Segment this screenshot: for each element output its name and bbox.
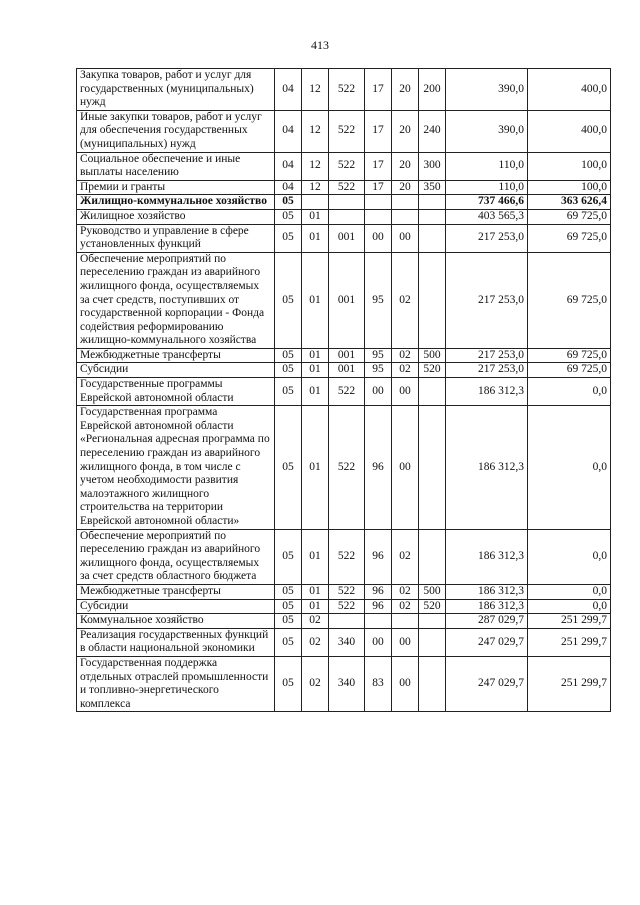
table-row [77,628,611,656]
section-code: 05 [275,348,302,363]
subsection-code: 12 [302,69,329,111]
target-code-item: 00 [392,378,419,406]
target-code-item: 20 [392,110,419,152]
expense-type-code: 300 [419,152,446,180]
row-name: Руководство и управление в сфере установленных функций [77,224,275,252]
subsection-code: 01 [302,584,329,599]
subsection-code: 12 [302,110,329,152]
amount-year-1: 390,0 [446,110,528,152]
table-row [77,180,611,195]
subsection-code: 12 [302,152,329,180]
row-name: Государственные программы Еврейской автономной области [77,378,275,406]
target-code-program [329,209,365,224]
subsection-code: 01 [302,378,329,406]
target-code-item: 00 [392,656,419,711]
target-code-subprogram: 96 [365,584,392,599]
target-code-program: 522 [329,110,365,152]
expense-type-code: 520 [419,363,446,378]
row-name: Реализация государственных функций в области национальной экономики [77,628,275,656]
row-name: Жилищно-коммунальное хозяйство [77,195,275,210]
section-code: 05 [275,378,302,406]
amount-year-1: 403 565,3 [446,209,528,224]
table-row [77,209,611,224]
amount-year-2: 100,0 [528,180,611,195]
table-row [77,363,611,378]
subsection-code: 01 [302,252,329,348]
target-code-item: 02 [392,348,419,363]
expense-type-code: 350 [419,180,446,195]
table-row [77,195,611,210]
subsection-code: 01 [302,209,329,224]
section-code: 05 [275,529,302,584]
target-code-subprogram [365,614,392,629]
target-code-item: 00 [392,628,419,656]
row-name: Обеспечение мероприятий по переселению граждан из аварийного жилищного фонда, осуществляемых за счет средств, поступивших от государственной корпорации - Фонда содействия реформированию жилищно-коммунального хозяйства [77,252,275,348]
section-code: 05 [275,363,302,378]
target-code-program: 001 [329,348,365,363]
expense-type-code [419,252,446,348]
table-row [77,584,611,599]
table-row [77,110,611,152]
expense-type-code: 200 [419,69,446,111]
expense-type-code [419,614,446,629]
amount-year-1: 247 029,7 [446,656,528,711]
target-code-program [329,195,365,210]
target-code-program: 522 [329,406,365,529]
target-code-subprogram: 17 [365,69,392,111]
expense-type-code [419,628,446,656]
target-code-program: 522 [329,69,365,111]
subsection-code: 01 [302,599,329,614]
section-code: 04 [275,110,302,152]
table-row [77,529,611,584]
target-code-subprogram: 00 [365,628,392,656]
table-row [77,252,611,348]
target-code-item [392,195,419,210]
amount-year-1: 186 312,3 [446,584,528,599]
target-code-item: 20 [392,152,419,180]
section-code: 04 [275,180,302,195]
section-code: 05 [275,584,302,599]
target-code-item: 02 [392,363,419,378]
table-row [77,348,611,363]
target-code-item: 20 [392,180,419,195]
target-code-subprogram: 00 [365,224,392,252]
subsection-code [302,195,329,210]
section-code: 05 [275,209,302,224]
budget-table-body [77,69,611,712]
amount-year-2: 0,0 [528,599,611,614]
target-code-subprogram: 00 [365,378,392,406]
target-code-item [392,614,419,629]
subsection-code: 02 [302,628,329,656]
amount-year-1: 217 253,0 [446,224,528,252]
row-name: Государственная программа Еврейской автономной области «Региональная адресная программа по переселению граждан из аварийного жилищного фонда, в том числе с учетом необходимости развития малоэтажного жилищного строительства на территории Еврейской автономной области» [77,406,275,529]
expense-type-code: 500 [419,348,446,363]
expense-type-code [419,195,446,210]
target-code-subprogram [365,195,392,210]
target-code-subprogram: 95 [365,252,392,348]
amount-year-1: 186 312,3 [446,406,528,529]
target-code-subprogram: 17 [365,110,392,152]
expense-type-code [419,406,446,529]
target-code-item: 02 [392,252,419,348]
section-code: 04 [275,152,302,180]
target-code-program: 522 [329,180,365,195]
amount-year-2: 100,0 [528,152,611,180]
section-code: 05 [275,614,302,629]
amount-year-1: 390,0 [446,69,528,111]
amount-year-1: 186 312,3 [446,378,528,406]
row-name: Жилищное хозяйство [77,209,275,224]
amount-year-1: 110,0 [446,152,528,180]
row-name: Субсидии [77,599,275,614]
amount-year-2: 363 626,4 [528,195,611,210]
amount-year-1: 186 312,3 [446,599,528,614]
amount-year-1: 110,0 [446,180,528,195]
amount-year-2: 0,0 [528,529,611,584]
table-row [77,69,611,111]
section-code: 05 [275,599,302,614]
target-code-program: 522 [329,529,365,584]
subsection-code: 01 [302,348,329,363]
row-name: Премии и гранты [77,180,275,195]
expense-type-code: 500 [419,584,446,599]
row-name: Государственная поддержка отдельных отраслей промышленности и топливно-энергетического комплекса [77,656,275,711]
target-code-program: 001 [329,252,365,348]
expense-type-code [419,224,446,252]
target-code-program: 522 [329,152,365,180]
section-code: 05 [275,628,302,656]
expense-type-code [419,529,446,584]
subsection-code: 12 [302,180,329,195]
target-code-program: 001 [329,224,365,252]
target-code-item: 02 [392,599,419,614]
expense-type-code: 240 [419,110,446,152]
table-row [77,152,611,180]
row-name: Иные закупки товаров, работ и услуг для обеспечения государственных (муниципальных) нужд [77,110,275,152]
table-row [77,224,611,252]
table-row [77,406,611,529]
amount-year-2: 0,0 [528,378,611,406]
subsection-code: 01 [302,224,329,252]
amount-year-1: 217 253,0 [446,252,528,348]
amount-year-2: 69 725,0 [528,363,611,378]
target-code-subprogram: 96 [365,529,392,584]
amount-year-1: 287 029,7 [446,614,528,629]
row-name: Межбюджетные трансферты [77,348,275,363]
expense-type-code [419,656,446,711]
section-code: 05 [275,195,302,210]
section-code: 05 [275,224,302,252]
target-code-program [329,614,365,629]
target-code-item: 20 [392,69,419,111]
target-code-subprogram: 96 [365,406,392,529]
section-code: 04 [275,69,302,111]
expense-type-code: 520 [419,599,446,614]
target-code-item: 02 [392,584,419,599]
target-code-subprogram: 96 [365,599,392,614]
target-code-item: 00 [392,406,419,529]
target-code-subprogram: 95 [365,348,392,363]
table-row [77,378,611,406]
subsection-code: 01 [302,406,329,529]
target-code-program: 340 [329,656,365,711]
amount-year-1: 186 312,3 [446,529,528,584]
budget-table [76,68,611,712]
target-code-item: 02 [392,529,419,584]
amount-year-2: 0,0 [528,406,611,529]
target-code-program: 522 [329,378,365,406]
page-number: 413 [311,38,329,52]
target-code-subprogram: 95 [365,363,392,378]
target-code-subprogram: 83 [365,656,392,711]
target-code-program: 001 [329,363,365,378]
amount-year-1: 217 253,0 [446,363,528,378]
amount-year-2: 251 299,7 [528,628,611,656]
amount-year-2: 400,0 [528,110,611,152]
amount-year-1: 737 466,6 [446,195,528,210]
subsection-code: 01 [302,363,329,378]
amount-year-1: 247 029,7 [446,628,528,656]
amount-year-2: 69 725,0 [528,252,611,348]
amount-year-2: 69 725,0 [528,209,611,224]
amount-year-2: 251 299,7 [528,656,611,711]
row-name: Межбюджетные трансферты [77,584,275,599]
amount-year-2: 251 299,7 [528,614,611,629]
target-code-program: 522 [329,599,365,614]
section-code: 05 [275,656,302,711]
target-code-subprogram [365,209,392,224]
amount-year-2: 400,0 [528,69,611,111]
target-code-subprogram: 17 [365,180,392,195]
row-name: Закупка товаров, работ и услуг для государственных (муниципальных) нужд [77,69,275,111]
row-name: Коммунальное хозяйство [77,614,275,629]
row-name: Субсидии [77,363,275,378]
target-code-program: 522 [329,584,365,599]
table-row [77,656,611,711]
target-code-subprogram: 17 [365,152,392,180]
amount-year-2: 69 725,0 [528,224,611,252]
amount-year-1: 217 253,0 [446,348,528,363]
table-row [77,599,611,614]
subsection-code: 01 [302,529,329,584]
section-code: 05 [275,406,302,529]
subsection-code: 02 [302,614,329,629]
row-name: Обеспечение мероприятий по переселению граждан из аварийного жилищного фонда, осуществляемых за счет средств областного бюджета [77,529,275,584]
target-code-item: 00 [392,224,419,252]
expense-type-code [419,378,446,406]
amount-year-2: 69 725,0 [528,348,611,363]
row-name: Социальное обеспечение и иные выплаты населению [77,152,275,180]
amount-year-2: 0,0 [528,584,611,599]
table-row [77,614,611,629]
subsection-code: 02 [302,656,329,711]
expense-type-code [419,209,446,224]
target-code-program: 340 [329,628,365,656]
target-code-item [392,209,419,224]
section-code: 05 [275,252,302,348]
